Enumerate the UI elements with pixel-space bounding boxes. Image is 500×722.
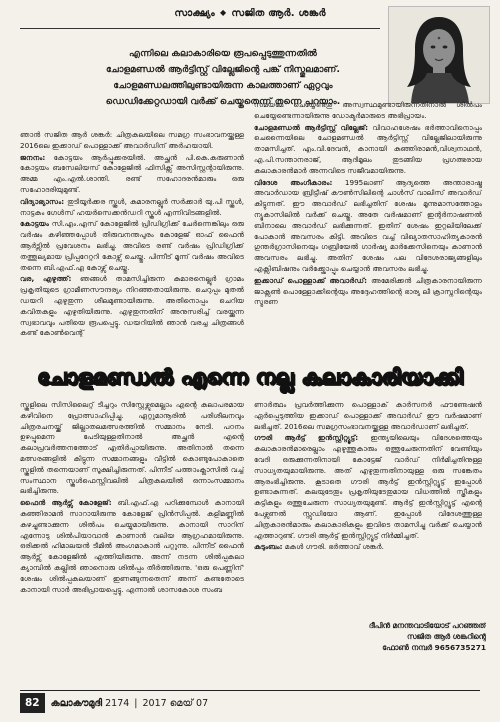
paragraph: സ്കൂളിലെ സിസിലൈറ്റ് ടീച്ചറും സിസ്റ്റേഴ്സുമെല്ലാം എന്റെ കലാപരമായ കഴിവിനെ പ്രോത്സാഹിപ്പിച്ചു. ഏറ്റുമാനൂരിൽ പരിശീലനവും ചിത്രരചനയ്ക്ക് ജില്ലാതലമത്സരത്തിൽ സമ്മാനം നേടി. പഠനം ഉഴപ്പുമെന്ന പേടിയുള്ളതിനാൽ അച്ഛൻ എന്റെ കലാപ്രവർത്തനത്തോട് എതിർപ്പായിരുന്നു. അതിനാൽ തന്നെ മത്സരങ്ങളിൽ കിട്ടുന്ന സമ്മാനങ്ങളും വീട്ടിൽ കൊണ്ടുപോകാതെ സ്കൂളിൽ തന്നെയാണ് സൂക്ഷിച്ചിരുന്നത്. പിന്നീട് പത്താംക്ലാസിൽ വച്ച് സംസ്ഥാന സ്കൂൾഫെസ്റ്റിവലിൽ ചിത്രകലയിൽ ഒന്നാംസമ്മാനം ലഭിച്ചിരുന്നു. (20, 400, 244, 496)
text-column-1 (20, 130, 244, 356)
page-number: 82 (20, 693, 45, 713)
paragraph: ഫൈൻ ആർട്സ് കോളേജ്: ബി.എഫ്.എ പഠിക്കുമ്പോൾ കാനായി കുഞ്ഞിരാമൻ സാറായിരുന്നു കോളേജ് പ്രിൻസിപ്പൽ. കളിമണ്ണിൽ കുഴച്ചുണ്ടാക്കുന്ന ശിൽപം ചെയ്യുമായിരുന്നു. കാനായി സാറിന് എന്നോടു ശിൽപിയാവാൻ കാണാൻ വലിയ ആഗ്രഹമായിരുന്നു. ഒരിക്കൽ ഹിമാലയൻ ടീമിൽ അംഗമാകാൻ പറ്റുന്നു. പിന്നീട് ഫൈൻ ആർട്സ് കോളേജിൽ എത്തിയിരുന്നു. അന്ന് നടന്ന ശിൽപ്പകലാ ക്യാമ്പിൽ കല്ലിൽ ഞാനൊരു ശിൽപ്പം തീർത്തിരുന്നു. 'ഒരു പെണ്ണിന്' ശേഷം ശിൽപ്പകലയാണ് ഇണങ്ങുന്നതെന്ന് അന്ന് കണ്ടതോടെ കാനായി സാർ അഭിപ്രായപ്പെട്ടു. എന്നാൽ ശാസകോശ സംബ (20, 498, 244, 594)
headline: ചോളമണ്ഡൽ എന്നെ നല്ല കലാകാരിയാക്കി (37, 365, 463, 389)
signoff-phone: ഫോൺ നമ്പർ 9656735271 (382, 643, 486, 652)
column-header (115, 8, 385, 22)
paragraph: വിദേശ അംഗീകാരം: 1995ലാണ് ആദ്യത്തെ അന്താരാഷ്ട്ര അവാർഡായ ബ്രിട്ടീഷ് കൗൺസിലിന്റെ ചാൾസ് വാലിസ് അവാർഡ് കിട്ടുന്നത്. ഈ അവാർഡ് ലഭിച്ചതിന് ശേഷം മൂന്നുമാസത്തോളം ന്യൂകാസിലിൽ വർക്ക് ചെയ്തു. അതേ വർഷമാണ് ഇന്റർനാഷണൽ ബിനാലെ അവാർഡ് ലഭിക്കുന്നത്. ഇതിന് ശേഷം ഇറ്റലിയിലേക്ക് പോകാൻ അവസരം കിട്ടി. അവിടെ വച്ച് വിഖ്യാതസാഹിത്യകാരൻ ഗുന്തർഗ്രാസിനെയും ഗബ്രിയേൽ ഗാർഷ്യ മാർക്കേസിനെയും കാണാൻ അവസരം ലഭിച്ചു. അതിന് ശേഷം പല വിദേശരാജ്യങ്ങളിലും എക്സിബിഷനും വർക്ക്ഷോപ്പും ചെയ്യാൻ അവസരം ലഭിച്ചു. (254, 177, 482, 273)
paragraph: ചോളമണ്ഡൽ ആർട്ടിസ്റ്റ് വില്ലേജ്: വിവാഹശേഷം ഭർത്താവിനൊപ്പം ചെന്നൈയിലെ ചോളമണ്ഡൽ ആർട്ടിസ്റ്റ് വില്ലേജിലായിരുന്നു താമസിച്ചത്. എം.വി.ദേവൻ, കാനായി കുഞ്ഞിരാമൻ,വിശ്വനാഥൻ, എ.പി.സന്താനരാജ്, ആദിമൂലം തുടങ്ങിയ പ്രഗത്ഭരായ കലാകാരൻമാർ അന്നവിടെ സജീവമായിരുന്നു. (254, 122, 482, 175)
text-column-4 (254, 400, 482, 618)
intro-line: എന്നിലെ കലാകാരിയെ രൂപപ്പെടുത്തുന്നതിൽ (129, 48, 317, 59)
paragraph: ഇക്കാഡ് പൊള്ളാക്ക് അവാർഡ്: അമേരിക്കൻ ചിത്രകാരനായിരുന്ന ജാക്സൺ പൊള്ളോക്കിന്റെയും അദ്ദേഹത്തിന്റെ ഭാര്യ ലീ ക്രാസ്നറിന്റെയും സ്മരണ (254, 275, 482, 307)
intro-line: ചോളമണ്ഡലത്തിലുണ്ടായിരുന്ന കാലത്താണ് ഏറ്റവും (113, 80, 333, 91)
section-title: സാക്ഷ്യം (174, 8, 215, 19)
footer-divider: | (134, 698, 138, 709)
portrait-image (389, 7, 489, 103)
magazine-name: കലാകൗമുദി (50, 698, 103, 709)
paragraph: വിദ്യാഭ്യാസം: തുടിയൂർക്കര സ്കൂൾ, കുമാരനല്ലൂർ സർക്കാർ യു.പി സ്കൂൾ, നാട്ടകം ഗേൾസ് ഹയർസെക്കൻഡറി സ്കൂൾ എന്നിവിടങ്ങളിൽ. (20, 196, 244, 217)
paragraph: സമയമേ ചെയ്യേണ്ടതു അസ്വസ്ഥമുണ്ടായിരുന്നതിനാൽ ശിൽപം ചെയ്യേണ്ടെന്നായിരുന്നു ഡോക്ടർമാരുടെ അഭിപ്രായം. (254, 100, 482, 120)
paragraph: കോട്ടയം സി.എം.എസ് കോളേജിൽ പ്രിഡിഗ്രിക്ക് ചേർന്നെങ്കിലും ഒരു വർഷം കഴിഞ്ഞപ്പോൾ തിരുവനന്തപുരം കോളേജ് ഓഫ് ഫൈൻ ആർട്സിൽ പ്രവേശനം ലഭിച്ചു. അവിടെ രണ്ട് വർഷം പ്രിഡിഗ്രിക്ക് തത്തുല്യമായ പ്രിപ്പറേറ്ററി കോഴ്സ് ചെയ്തു. പിന്നീട് മൂന്ന് വർഷം അവിടെ തന്നെ ബി.എഫ്.എ കോഴ്സ് ചെയ്തു. (20, 219, 244, 272)
issue-date: മെയ് 07 (169, 698, 209, 709)
paragraph: കുടുംബം: മകൾ ഗൗരി. ഭർത്താവ് ശങ്കർ. (254, 542, 384, 552)
footer-rule (20, 690, 480, 691)
author-portrait (388, 6, 490, 104)
paragraph: ഞാൻ സജിത ആർ ശങ്കർ: ചിത്രകലയിലെ സമഗ്ര സംഭാവനയ്ക്കുള്ള 2016ലെ ഇക്കാഡ് പൊള്ളാക്ക് അവാർഡിന് അർഹയായി. (20, 130, 244, 150)
page-footer (20, 693, 480, 713)
text-column-2 (254, 100, 482, 356)
separator-diamond-icon: ◆ (219, 8, 227, 17)
issue-number: 2174 (105, 698, 130, 709)
intro-line: ചോളമണ്ഡൽ ആർട്ടിസ്റ്റ് വില്ലേജിന്റെ പങ്ക് നിസ്തുലമാണ്. (105, 64, 341, 75)
signoff-credit: ദീപിൻ മനന്തവാടിയോട് പറഞ്ഞത് (368, 621, 486, 630)
intro-line: ഡെഡിക്കേറ്റഡായി വർക്ക് ചെയ്തതെന്ന് തന്നെ പറയാം. (105, 96, 341, 107)
author-name: സജിത ആർ. ശങ്കർ (231, 8, 326, 19)
signoff (300, 620, 486, 664)
signoff-name: സജിത ആർ ശങ്കറിന്റെ (407, 632, 486, 641)
paragraph: ജനനം: കോട്ടയം ആർപ്പൂക്കരയിൽ. അച്ഛൻ പി.കെ.കരുണാൻ കോട്ടയം ബസേലിയസ് കോളേജിൽ ഫിസിക്സ് അസിസ്റ്റന്റായിരുന്നു. അമ്മ എം.എൽ.ശാന്തി. രണ്ട് സഹോദരൻമാരും ഒരു സഹോദരിയുമുണ്ട്. (20, 152, 244, 194)
paragraph: വര, എഴുത്ത്: ഞങ്ങൾ താമസിച്ചിരുന്ന കുമാരനെല്ലൂർ ഗ്രാമം പ്രകൃതിയുടെ ഗ്രാമീണസൗന്ദര്യം നിറഞ്ഞതായിരുന്നു. ചെറുപ്പം മുതൽ ഡയറി എഴുതുന്ന ശീലമുണ്ടായിരുന്നു. അതിനൊപ്പം ചെറിയ കവിതകളും എഴുതിയിരുന്നു. എഴുതുന്നതിന് അനുസരിച്ച് വരയ്ക്കുന്ന സ്വഭാവവും പതിയെ രൂപപ്പെട്ടു. ഡയറിയിൽ ഞാൻ വരച്ച ചിത്രങ്ങൾ കണ്ട് കോൺവെന്റ് (20, 274, 244, 338)
issue-year: 2017 (142, 698, 167, 709)
text-column-3 (20, 400, 244, 662)
paragraph: ഗൗരി ആർട്ട് ഇൻസ്റ്റിറ്റ്യൂട്ട്: ഇന്ത്യയിലെയും വിദേശത്തെയും കലാകാരൻമാരെല്ലാം എഴുത്തുകാരും ഒത്തുചേരുന്നതിന് വേണ്ടിയും വേദി ഒരുക്കുന്നതിനായി കോട്ടേജ് വാർഡ് നിർമിച്ചതിനുള്ള സാധ്യതയുമായിരുന്നു. അത് എഴുതുന്നതിനായുള്ള ഒരു സങ്കേതം ആരംഭിച്ചിരുന്നു. കൂടാതെ ഗൗരി ആർട്ട് ഇൻസ്റ്റിറ്റ്യൂട്ട് ഇപ്പോൾ ഉണ്ടാകുന്നത്. കലയുടേതും പ്രകൃതിയുടേതുമായ വിധത്തിൽ സ്ത്രീകളും കുട്ടികളും ഒത്തുചേരുന്ന സാധ്യതയുമുണ്ട്. ആർട്ട് ഇൻസ്റ്റിറ്റ്യൂട്ട് എന്റെ പേഴ്സണൽ സ്റ്റുഡിയോ ആണ്. ഇപ്പോൾ വിദേശത്തുള്ള ചിത്രകാരൻമാരും കലാകാരികളും ഇവിടെ താമസിച്ചു വർക്ക് ചെയ്യാൻ എത്താറുണ്ട്. ഗൗരി ആർട്ട് ഇൻസ്റ്റിറ്റ്യൂട്ട് നിർമ്മിച്ചത്. (254, 433, 482, 540)
paragraph: ണാർത്ഥം പ്രവർത്തിക്കുന്ന പൊള്ളാക് കാർസനർ ഫൗണ്ടേഷൻ ഏർപ്പെടുത്തിയ ഇക്കാഡ് പൊള്ളാക്ക് അവാർഡ് ഈ വർഷമാണ് ലഭിച്ചത്. 2016ലെ സമഗ്രസംഭാവനയ്ക്കുള്ള അവാർഡാണ് ലഭിച്ചത്. (254, 400, 482, 431)
header-rule (20, 28, 380, 29)
